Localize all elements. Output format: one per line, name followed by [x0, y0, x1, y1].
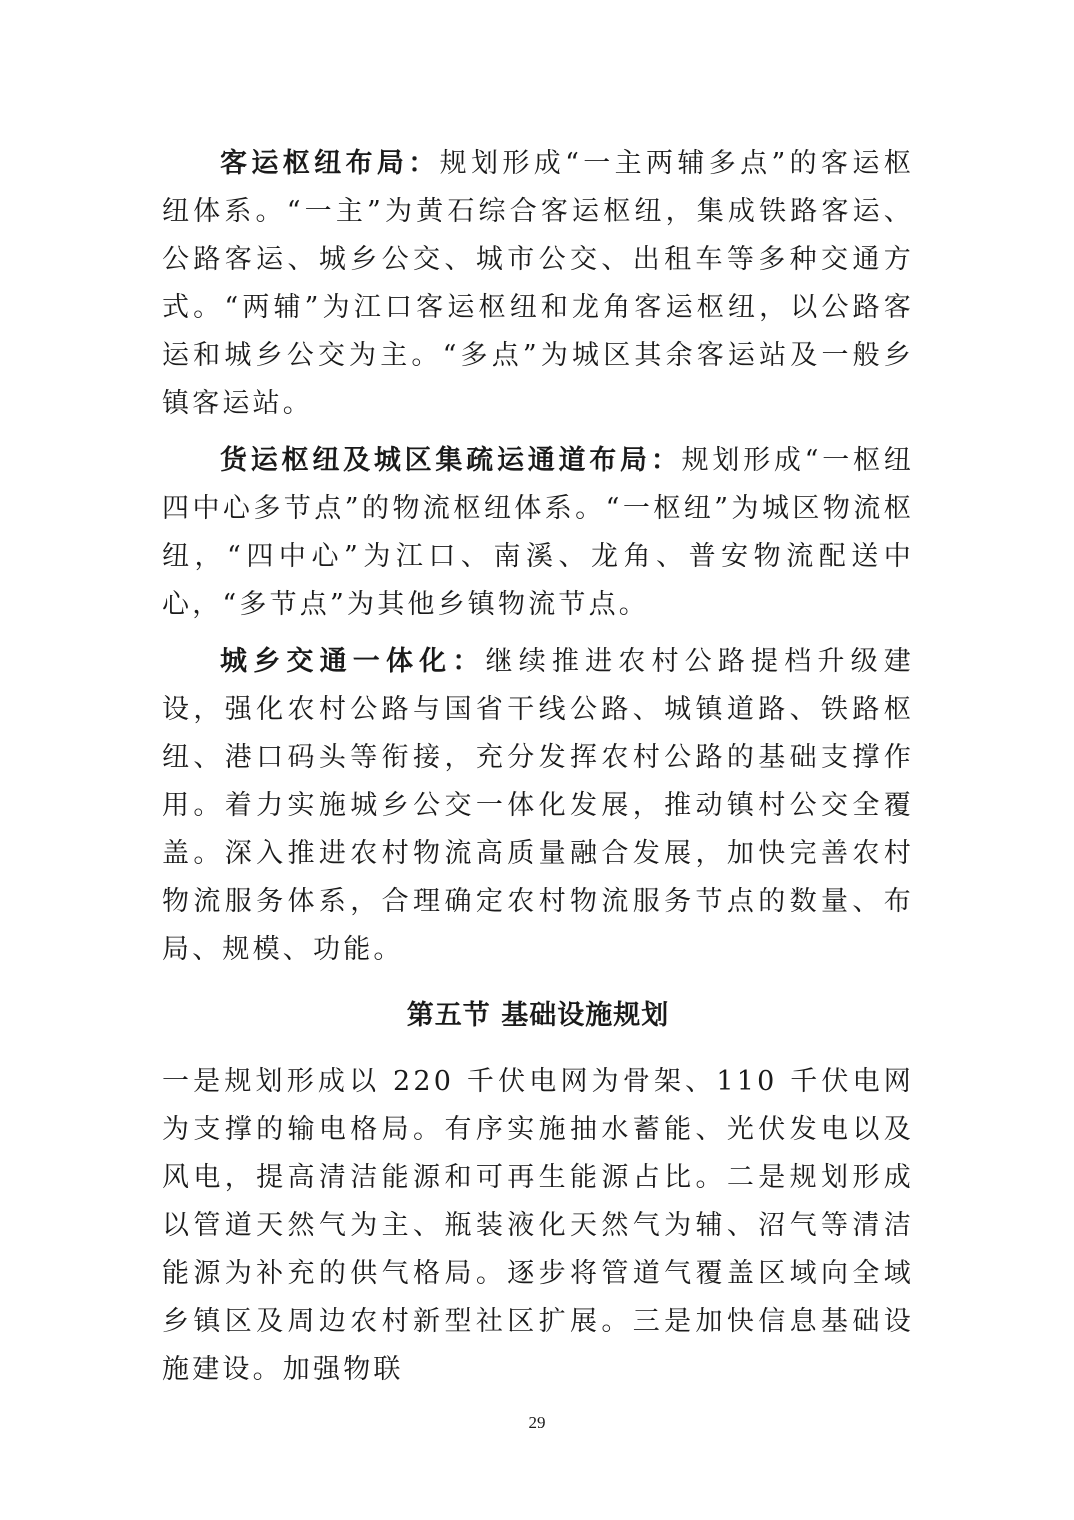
paragraph-lead: 城乡交通一体化：: [220, 646, 486, 677]
paragraph-passenger-hub-layout: [162, 140, 914, 428]
paragraph-infrastructure: 一是规划形成以 220 千伏电网为骨架、110 千伏电网为支撑的输电格局。有序实施抽水蓄能、光伏发电以及风电，提高清洁能源和可再生能源占比。二是规划形成以管道天然气为主、瓶装液化天然气为辅、沼气等清洁能源为补充的供气格局。逐步将管道气覆盖区域向全域乡镇区及周边农村新型社区扩展。三是加快信息基础设施建设。加强物联: [162, 1066, 914, 1385]
section-heading: 第五节 基础设施规划: [406, 1000, 670, 1031]
page-number: 29: [528, 1413, 546, 1432]
paragraph-text: 继续推进农村公路提档升级建设，强化农村公路与国省干线公路、城镇道路、铁路枢纽、港口码头等衔接，充分发挥农村公路的基础支撑作用。着力实施城乡公交一体化发展，推动镇村公交全覆盖。深入推进农村物流高质量融合发展，加快完善农村物流服务体系，合理确定农村物流服务节点的数量、布局、规模、功能。: [162, 646, 914, 965]
paragraph-urban-rural-integration: [162, 638, 914, 974]
paragraph-lead: 客运枢纽布局：: [220, 148, 440, 179]
paragraph-text: 规划形成“一枢纽四中心多节点”的物流枢纽体系。“一枢纽”为城区物流枢纽，“四中心”为江口、南溪、龙角、普安物流配送中心，“多节点”为其他乡镇物流节点。: [162, 445, 915, 620]
paragraph-freight-hub-layout: [162, 437, 914, 629]
page-content: [162, 140, 914, 1394]
paragraph-text: 规划形成“一主两辅多点”的客运枢纽体系。“一主”为黄石综合客运枢纽，集成铁路客运、公路客运、城乡公交、城市公交、出租车等多种交通方式。“两辅”为江口客运枢纽和龙角客运枢纽，以公路客运和城乡公交为主。“多点”为城区其余客运站及一般乡镇客运站。: [162, 148, 914, 419]
paragraph-lead: 货运枢纽及城区集疏运通道布局：: [220, 445, 682, 476]
